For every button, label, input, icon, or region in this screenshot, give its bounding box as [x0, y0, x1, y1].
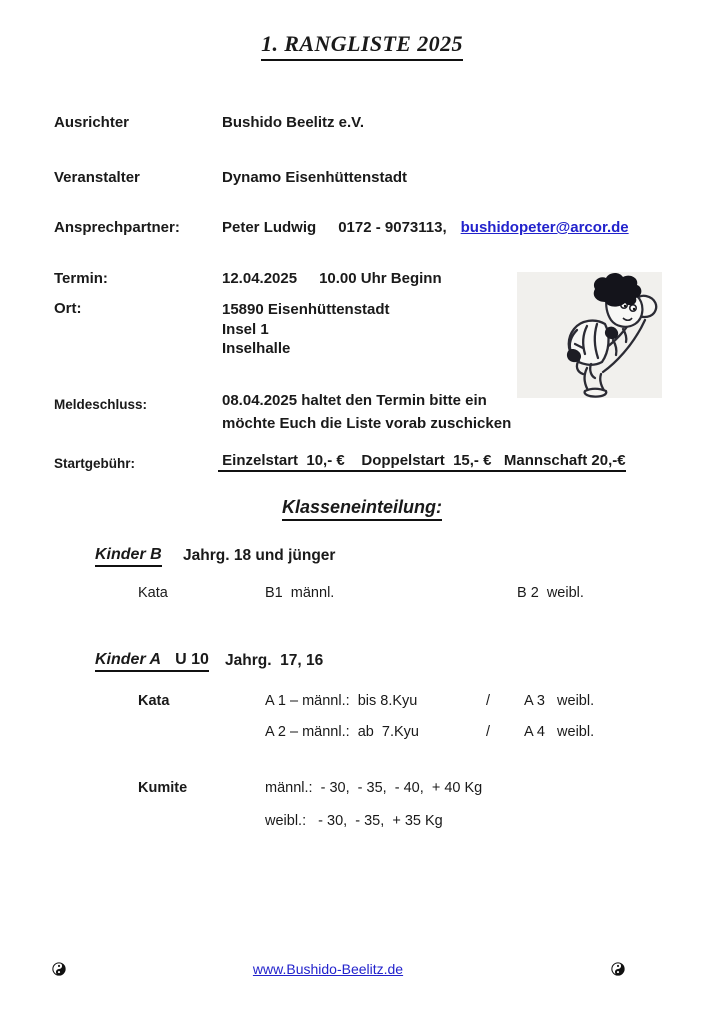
meldeschluss-value: [222, 389, 511, 435]
title-row: [0, 31, 724, 61]
ausrichter-value: Bushido Beelitz e.V.: [222, 114, 364, 131]
kata-row-2-right: A 4 weibl.: [524, 724, 595, 740]
kata-row-1-separator: /: [486, 693, 491, 709]
kata-row-2-separator: /: [486, 724, 491, 740]
ort-line-1: 15890 Eisenhüttenstadt: [222, 301, 390, 318]
startgebuehr-value: [218, 452, 626, 472]
kumite-label: Kumite: [138, 780, 188, 796]
startgebuehr-label: Startgebühr:: [54, 456, 135, 471]
meldeschluss-line-2: möchte Euch die Liste vorab zuschicken: [222, 415, 512, 432]
footer-website-link[interactable]: www.Bushido-Beelitz.de: [252, 961, 404, 977]
kinder-a-ugroup: U 10: [175, 651, 209, 668]
termin-date: 12.04.2025: [222, 270, 298, 287]
kinder-a-name: Kinder A: [95, 651, 162, 668]
kata-row-1-right: A 3 weibl.: [524, 693, 595, 709]
kinder-a-age: Jahrg. 17, 16: [225, 652, 324, 669]
startgebuehr-fees: Einzelstart 10,- € Doppelstart 15,- € Mannschaft 20,-€: [218, 452, 626, 472]
kinder-b-kata-label: Kata: [138, 585, 168, 601]
ort-label: Ort:: [54, 300, 82, 317]
kinder-b-kata-female: B 2 weibl.: [517, 585, 584, 601]
kata-row-2-left: A 2 – männl.: ab 7.Kyu: [265, 724, 419, 740]
karate-kick-image: [517, 272, 662, 398]
yin-yang-icon: [611, 962, 625, 976]
ansprechpartner-label: Ansprechpartner:: [54, 219, 180, 236]
kinder-b-name: Kinder B: [95, 546, 162, 567]
kinder-a-name-group: [95, 651, 209, 672]
contact-email-link[interactable]: bushidopeter@arcor.de: [460, 219, 629, 236]
termin-label: Termin:: [54, 270, 108, 287]
meldeschluss-line-1: 08.04.2025 haltet den Termin bitte ein: [222, 392, 487, 409]
yin-yang-icon-right: [611, 962, 625, 976]
kinder-a-kata-label: Kata: [138, 693, 170, 709]
termin-value: [222, 270, 442, 287]
kata-row-1-left: A 1 – männl.: bis 8.Kyu: [265, 693, 418, 709]
kinder-b-kata-male: B1 männl.: [265, 585, 335, 601]
kinder-b-heading: [95, 546, 162, 567]
contact-phone: 0172 - 9073113,: [338, 219, 447, 236]
page-title: 1. RANGLISTE 2025: [261, 31, 463, 61]
termin-time: 10.00 Uhr Beginn: [319, 270, 442, 287]
kinder-a-heading: [95, 651, 209, 672]
ort-line-2: Insel 1: [222, 320, 269, 338]
ort-line-3: Inselhalle: [222, 340, 291, 357]
klassen-heading: Klasseneinteilung:: [282, 497, 442, 521]
kumite-female-row: weibl.: - 30, - 35, + 35 Kg: [265, 813, 443, 829]
contact-name: Peter Ludwig: [222, 219, 317, 236]
meldeschluss-label: Meldeschluss:: [54, 397, 148, 412]
veranstalter-value: Dynamo Eisenhüttenstadt: [222, 169, 408, 186]
footer: [0, 961, 656, 979]
karate-kick-cartoon-svg: [517, 272, 662, 398]
ansprechpartner-value: [222, 219, 629, 236]
veranstalter-label: Veranstalter: [54, 169, 140, 186]
klassen-heading-row: [0, 497, 724, 521]
ausrichter-label: Ausrichter: [54, 114, 130, 131]
ort-value: [222, 300, 390, 359]
kinder-b-age: Jahrg. 18 und jünger: [183, 547, 336, 564]
kumite-male-row: männl.: - 30, - 35, - 40, + 40 Kg: [265, 780, 483, 796]
